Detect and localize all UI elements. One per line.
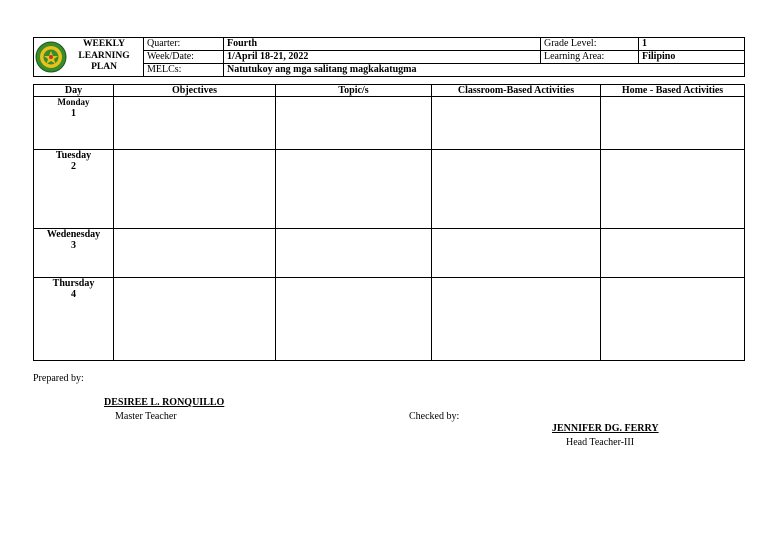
home-activities-cell[interactable]	[601, 229, 745, 278]
objectives-cell[interactable]	[114, 278, 276, 361]
day-cell	[34, 97, 114, 150]
plan-title	[68, 39, 140, 74]
classroom-activities-cell[interactable]	[432, 229, 601, 278]
classroom-activities-cell[interactable]	[432, 97, 601, 150]
day-cell	[34, 278, 114, 361]
melcs-label: MELCs:	[144, 64, 224, 77]
table-row	[34, 278, 745, 361]
plan-title-line: PLAN	[91, 62, 117, 72]
classroom-activities-cell[interactable]	[432, 150, 601, 229]
table-row	[34, 150, 745, 229]
grade-level-label: Grade Level:	[541, 38, 639, 51]
objectives-cell[interactable]	[114, 150, 276, 229]
column-header-home-activities: Home - Based Activities	[601, 85, 745, 97]
table-row	[34, 229, 745, 278]
column-header-topics: Topic/s	[276, 85, 432, 97]
checked-by-title: Head Teacher-III	[566, 437, 635, 448]
column-header-objectives: Objectives	[114, 85, 276, 97]
day-number: 3	[71, 240, 76, 251]
plan-title-line: LEARNING	[78, 50, 130, 61]
topics-cell[interactable]	[276, 150, 432, 229]
home-activities-cell[interactable]	[601, 97, 745, 150]
day-number: 4	[71, 289, 76, 300]
topics-cell[interactable]	[276, 229, 432, 278]
topics-cell[interactable]	[276, 97, 432, 150]
column-header-day: Day	[34, 85, 114, 97]
prepared-by-name: DESIREE L. RONQUILLO	[104, 397, 225, 408]
day-name: Thursday	[52, 278, 95, 289]
day-name: Monday	[57, 97, 90, 107]
logo-cell	[34, 38, 144, 77]
checked-by-name: JENNIFER DG. FERRY	[552, 423, 659, 434]
prepared-by-label: Prepared by:	[33, 373, 84, 384]
day-number: 1	[71, 108, 76, 119]
day-cell	[34, 150, 114, 229]
day-number: 2	[71, 161, 76, 172]
plan-title-line: WEEKLY	[83, 39, 125, 49]
column-header-classroom-activities: Classroom-Based Activities	[432, 85, 601, 97]
prepared-by-title: Master Teacher	[115, 411, 177, 422]
learning-area-value: Filipino	[639, 51, 745, 64]
table-header-row	[34, 85, 745, 97]
objectives-cell[interactable]	[114, 229, 276, 278]
quarter-value: Fourth	[224, 38, 541, 51]
classroom-activities-cell[interactable]	[432, 278, 601, 361]
week-date-label: Week/Date:	[144, 51, 224, 64]
day-cell	[34, 229, 114, 278]
day-name: Wedenesday	[46, 229, 101, 240]
school-seal-icon	[35, 41, 67, 73]
home-activities-cell[interactable]	[601, 150, 745, 229]
home-activities-cell[interactable]	[601, 278, 745, 361]
melcs-value: Natutukoy ang mga salitang magkakatugma	[224, 64, 745, 77]
topics-cell[interactable]	[276, 278, 432, 361]
day-name: Tuesday	[55, 150, 92, 161]
table-row	[34, 97, 745, 150]
objectives-cell[interactable]	[114, 97, 276, 150]
quarter-label: Quarter:	[144, 38, 224, 51]
grade-level-value: 1	[639, 38, 745, 51]
learning-area-label: Learning Area:	[541, 51, 639, 64]
week-date-value: 1/April 18-21, 2022	[224, 51, 541, 64]
checked-by-label: Checked by:	[409, 411, 460, 422]
plan-activities-table	[33, 84, 745, 361]
plan-header-table	[33, 37, 745, 77]
